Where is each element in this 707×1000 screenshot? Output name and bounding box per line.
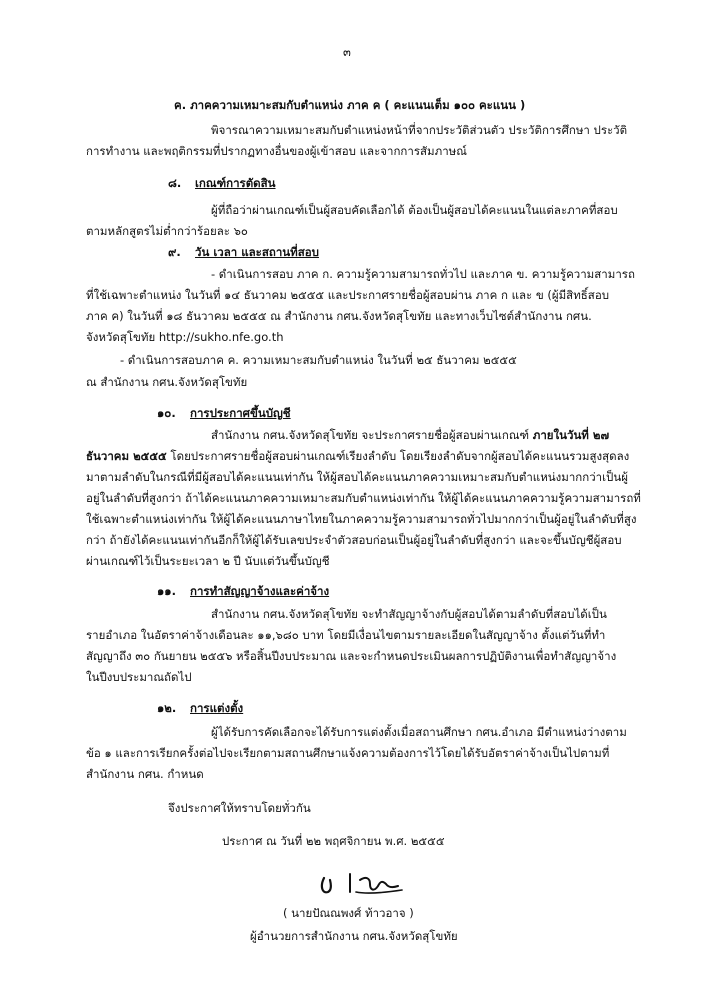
section-12-line-1: ผู้ได้รับการคัดเลือกจะได้รับการแต่งตั้งเมื่อสถานศึกษา กศน.อำเภอ มีตำแหน่งว่างตาม [211, 725, 627, 739]
announcement-date: ประกาศ ณ วันที่ ๒๒ พฤศจิกายน พ.ศ. ๒๕๕๕ [222, 834, 445, 848]
section-10-line-2 [86, 448, 629, 464]
section-9-line-5: - ดำเนินการสอบภาค ค. ความเหมาะสมกับตำแหน่ง ในวันที่ ๒๕ ธันวาคม ๒๕๕๕ [120, 353, 517, 367]
page-number: ๓ [343, 45, 351, 59]
section-10-line-7: ผ่านเกณฑ์ไว้เป็นระยะเวลา ๒ ปี นับแต่วันขึ้นบัญชี [86, 554, 330, 568]
section-11-line-1: สำนักงาน กศน.จังหวัดสุโขทัย จะทำสัญญาจ้างกับผู้สอบได้ตามลำดับที่สอบได้เป็น [211, 607, 607, 621]
section-9-line-3: ภาค ค) ในวันที่ ๑๘ ธันวาคม ๒๕๕๕ ณ สำนักงาน กศน.จังหวัดสุโขทัย และทางเว็บไซต์สำนักงาน กศน. [86, 309, 592, 323]
section-10-line-1 [211, 427, 609, 443]
section-12-line-2: ข้อ ๑ และการเรียกครั้งต่อไปจะเรียกตามสถานศึกษาแจ้งความต้องการไว้โดยได้รับอัตราค่าจ้างเป็นไปตามที่ [86, 746, 610, 760]
section-11-line-3: สัญญาถึง ๓๐ กันยายน ๒๕๕๖ หรือสิ้นปีงบประมาณ และจะกำหนดประเมินผลการปฏิบัติงานเพื่อทำสัญญาจ้าง [86, 649, 617, 663]
section-10-deadline-date: ธันวาคม ๒๕๕๕ [86, 449, 167, 463]
section-11-number: ๑๑. [157, 584, 176, 598]
section-11-line-2: รายอำเภอ ในอัตราค่าจ้างเดือนละ ๑๑,๖๘๐ บาท โดยมีเงื่อนไขตามรายละเอียดในสัญญาจ้าง ตั้งแต่วันที่ทำ [86, 628, 606, 642]
section-10-line-3: มาตามลำดับในกรณีที่มีผู้สอบได้คะแนนเท่ากัน ให้ผู้สอบได้คะแนนภาคความเหมาะสมกับตำแหน่งมากกว่าเป็นผู้ [86, 470, 628, 484]
section-12-title: การแต่งตั้ง [190, 701, 244, 715]
section-9-number: ๙. [168, 245, 181, 259]
section-9-line-2: ที่ใช้เฉพาะตำแหน่ง ในวันที่ ๑๔ ธันวาคม ๒๕๕๕ และประกาศรายชื่อผู้สอบผ่าน ภาค ก และ ข (ผู้มีสิทธิ์สอบ [86, 288, 610, 302]
section-8-number: ๘. [168, 176, 182, 190]
handwritten-signature [316, 866, 406, 900]
signer-name: ( นายปัณณพงศ์ ท้าวอาจ ) [283, 906, 414, 920]
section-k-title: ค. ภาคความเหมาะสมกับตำแหน่ง ภาค ค ( คะแนนเต็ม ๑๐๐ คะแนน ) [174, 98, 526, 112]
section-k-line-2: การทำงาน และพฤติกรรมที่ปรากฏทางอื่นของผู้เข้าสอบ และจากการสัมภาษณ์ [86, 144, 467, 158]
section-8-line-2: ตามหลักสูตรไม่ต่ำกว่าร้อยละ ๖๐ [86, 224, 248, 238]
section-9-line-4: จังหวัดสุโขทัย http://sukho.nfe.go.th [86, 330, 284, 344]
section-10-line-2-text: โดยประกาศรายชื่อผู้สอบผ่านเกณฑ์เรียงลำดับ โดยเรียงลำดับจากผู้สอบได้คะแนนรวมสูงสุดลง [166, 449, 630, 463]
section-10-line-6: กว่า ถ้ายังได้คะแนนเท่ากันอีกก็ให้ผู้ได้รับเลขประจำตัวสอบก่อนเป็นผู้อยู่ในลำดับที่สูงกว่า และจะขึ้นบัญชีผู้สอบ [86, 533, 622, 547]
section-11-title: การทำสัญญาจ้างและค่าจ้าง [190, 584, 330, 598]
section-10-title: การประกาศขึ้นบัญชี [190, 406, 291, 420]
section-10-number: ๑๐. [157, 406, 176, 420]
section-10-line-4: อยู่ในลำดับที่สูงกว่า ถ้าได้คะแนนภาคความเหมาะสมกับตำแหน่งเท่ากัน ให้ผู้ได้คะแนนภาคความรู้ความสามารถที่ [86, 491, 641, 505]
closing-statement: จึงประกาศให้ทราบโดยทั่วกัน [168, 801, 311, 815]
section-9-title: วัน เวลา และสถานที่สอบ [195, 245, 319, 259]
signer-title: ผู้อำนวยการสำนักงาน กศน.จังหวัดสุโขทัย [250, 929, 458, 943]
section-8-title: เกณฑ์การตัดสิน [195, 176, 276, 190]
section-10-deadline: ภายในวันที่ ๒๗ [532, 428, 610, 442]
section-9-line-1: - ดำเนินการสอบ ภาค ก. ความรู้ความสามารถทั่วไป และภาค ข. ความรู้ความสามารถ [211, 267, 635, 281]
section-11-line-4: ในปีงบประมาณถัดไป [86, 670, 192, 684]
section-12-number: ๑๒. [157, 701, 177, 715]
section-10-line-5: ใช้เฉพาะตำแหน่งเท่ากัน ให้ผู้ได้คะแนนภาษาไทยในภาคความรู้ความสามารถทั่วไปมากกว่าเป็นผู้อยู่ในลำดับที่สูง [86, 512, 637, 526]
section-8-line-1: ผู้ที่ถือว่าผ่านเกณฑ์เป็นผู้สอบคัดเลือกได้ ต้องเป็นผู้สอบได้คะแนนในแต่ละภาคที่สอบ [211, 203, 618, 217]
section-9-line-6: ณ สำนักงาน กศน.จังหวัดสุโขทัย [86, 375, 248, 389]
section-10-line-1-text: สำนักงาน กศน.จังหวัดสุโขทัย จะประกาศรายชื่อผู้สอบผ่านเกณฑ์ [211, 428, 533, 442]
section-k-line-1: พิจารณาความเหมาะสมกับตำแหน่งหน้าที่จากประวัติส่วนตัว ประวัติการศึกษา ประวัติ [211, 123, 628, 137]
section-12-line-3: สำนักงาน กศน. กำหนด [86, 767, 204, 781]
